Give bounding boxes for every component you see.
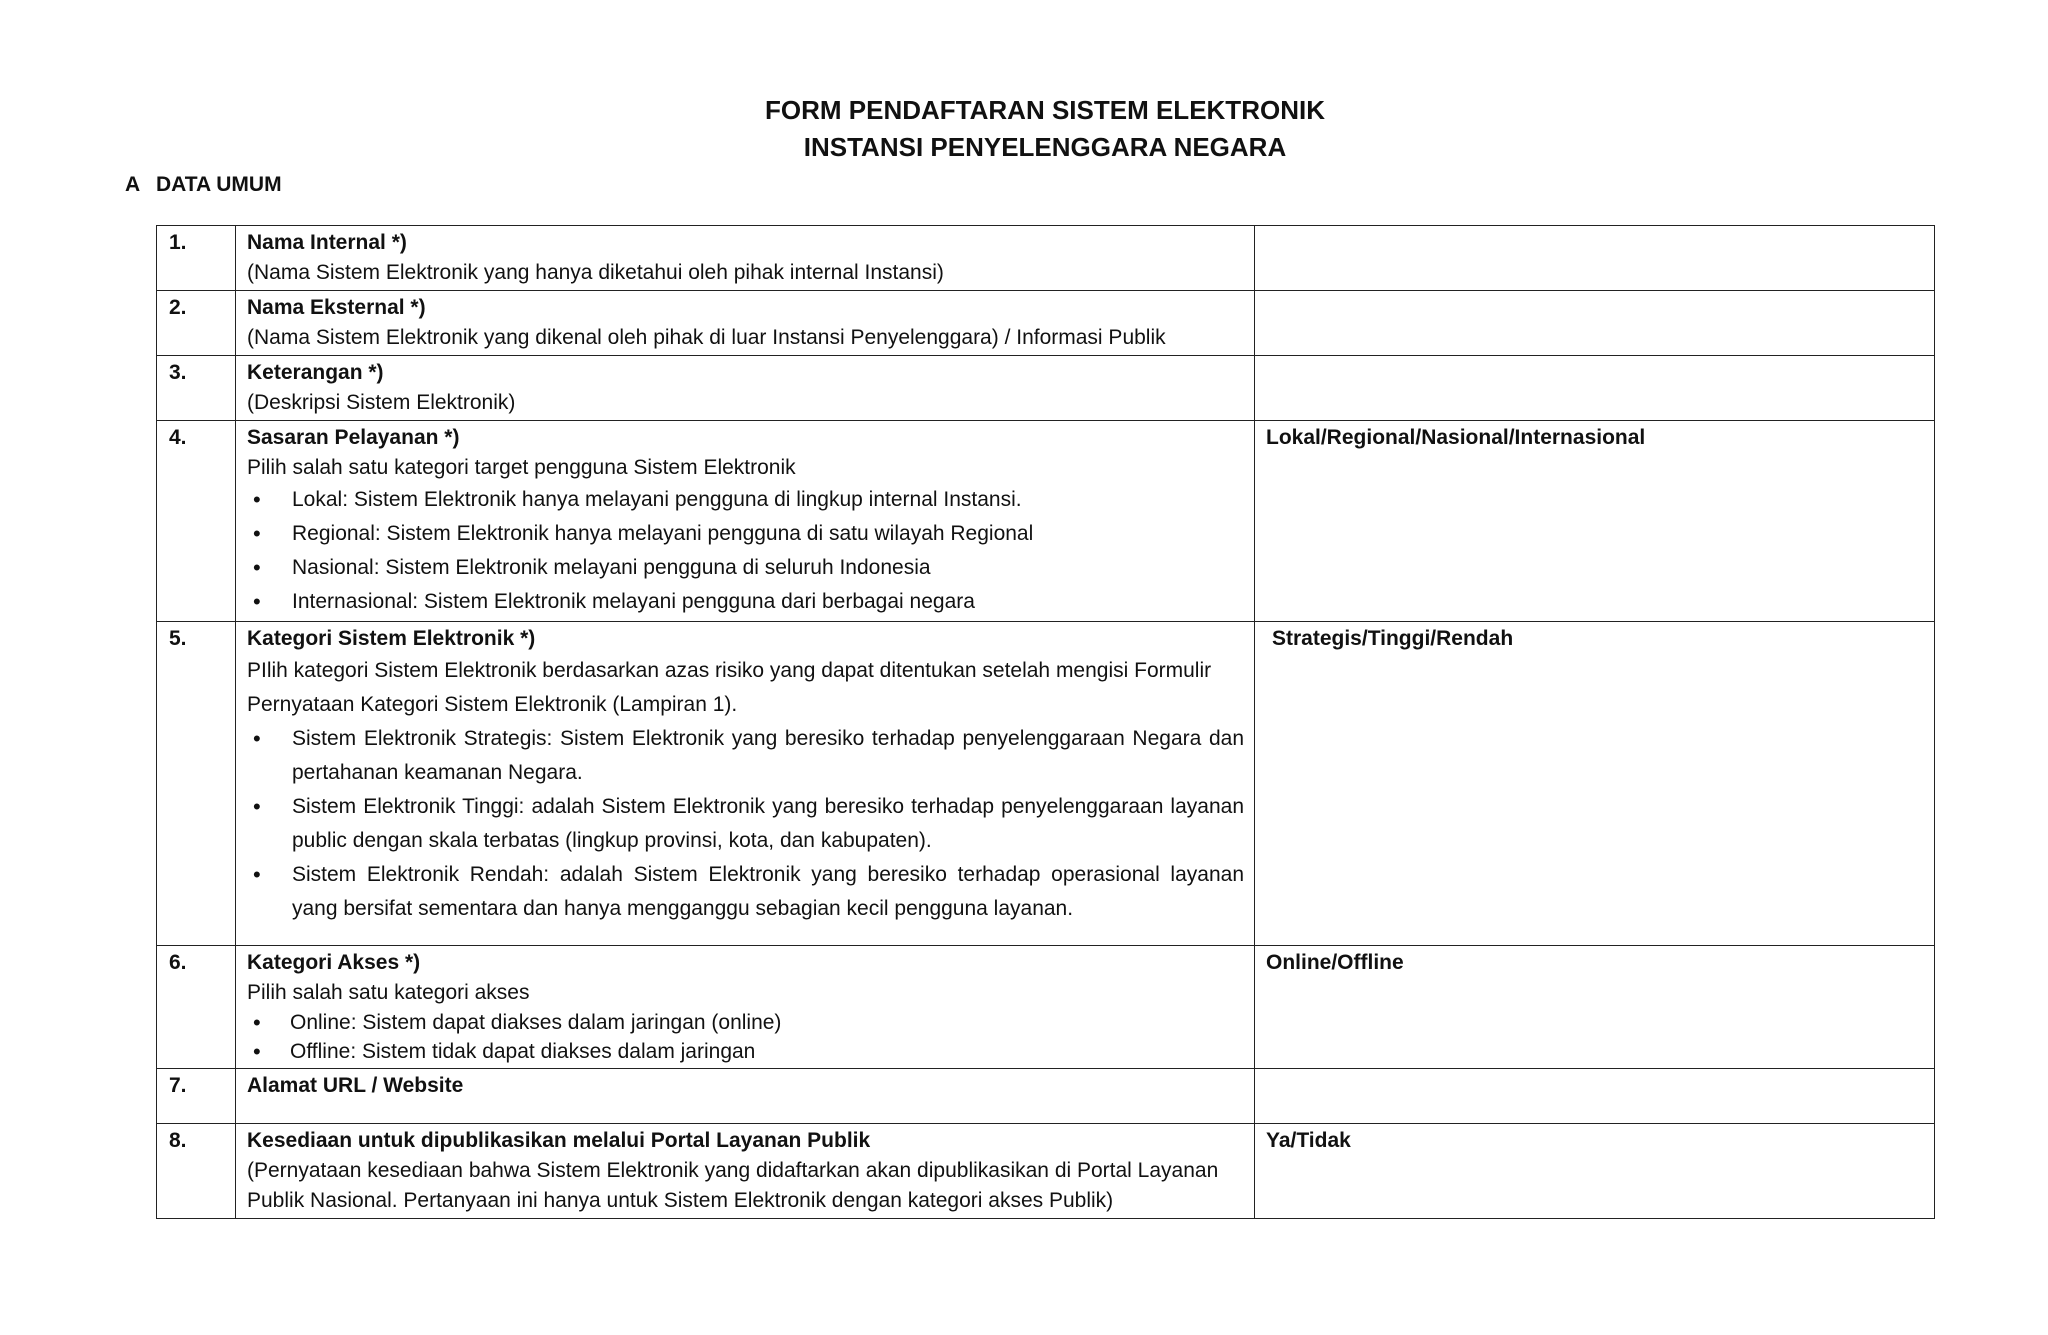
- field-title: Sasaran Pelayanan *): [247, 426, 460, 449]
- row-description: [236, 946, 1255, 1069]
- form-row-service-target: [157, 421, 1935, 622]
- row-description: [236, 421, 1255, 622]
- row-description: [236, 622, 1255, 946]
- field-hint: (Nama Sistem Elektronik yang dikenal oleh pihak di luar Instansi Penyelenggara) / Informasi Publik: [247, 326, 1166, 349]
- form-row-internal-name: [157, 226, 1935, 291]
- field-title: Kategori Akses *): [247, 951, 421, 974]
- document-title: [0, 92, 2048, 166]
- external-name-input[interactable]: [1255, 291, 1935, 356]
- form-row-publication-consent: [157, 1124, 1935, 1219]
- row-number: 4.: [157, 421, 236, 622]
- list-item: • Sistem Elektronik Tinggi: adalah Sistem Elektronik yang beresiko terhadap penyelenggaraan layanan public dengan skala terbatas (lingkup provinsi, kota, dan kabupaten).: [247, 790, 1244, 858]
- field-hint: (Deskripsi Sistem Elektronik): [247, 391, 516, 414]
- system-category-value[interactable]: Strategis/Tinggi/Rendah: [1255, 622, 1935, 946]
- row-number: 5.: [157, 622, 236, 946]
- option-list: [247, 483, 1244, 619]
- section-letter: A: [125, 173, 141, 196]
- registration-form-table: [156, 225, 1935, 1219]
- publication-consent-value[interactable]: Ya/Tidak: [1255, 1124, 1935, 1219]
- field-hint: PIlih kategori Sistem Elektronik berdasarkan azas risiko yang dapat ditentukan setelah mengisi Formulir Pernyataan Kategori Sistem Elektronik (Lampiran 1).: [247, 659, 1212, 716]
- form-row-external-name: [157, 291, 1935, 356]
- url-input[interactable]: [1255, 1069, 1935, 1124]
- form-row-url: [157, 1069, 1935, 1124]
- section-title: DATA UMUM: [156, 173, 282, 196]
- list-item: • Lokal: Sistem Elektronik hanya melayani pengguna di lingkup internal Instansi.: [247, 483, 1244, 517]
- field-title: Nama Internal *): [247, 231, 407, 254]
- row-number: 3.: [157, 356, 236, 421]
- field-hint: Pilih salah satu kategori target pengguna Sistem Elektronik: [247, 456, 796, 479]
- list-item: • Nasional: Sistem Elektronik melayani pengguna di seluruh Indonesia: [247, 551, 1244, 585]
- row-number: 2.: [157, 291, 236, 356]
- field-title: Keterangan *): [247, 361, 384, 384]
- access-category-value[interactable]: Online/Offline: [1255, 946, 1935, 1069]
- row-number: 8.: [157, 1124, 236, 1219]
- list-item: • Regional: Sistem Elektronik hanya melayani pengguna di satu wilayah Regional: [247, 517, 1244, 551]
- service-target-value[interactable]: Lokal/Regional/Nasional/Internasional: [1255, 421, 1935, 622]
- field-hint: Pilih salah satu kategori akses: [247, 981, 530, 1004]
- description-input[interactable]: [1255, 356, 1935, 421]
- row-description: [236, 291, 1255, 356]
- row-description: [236, 1124, 1255, 1219]
- row-number: 1.: [157, 226, 236, 291]
- list-item: • Sistem Elektronik Rendah: adalah Sistem Elektronik yang beresiko terhadap operasional layanan yang bersifat sementara dan hanya mengganggu sebagian kecil pengguna layanan.: [247, 858, 1244, 926]
- list-item: • Online: Sistem dapat diakses dalam jaringan (online): [247, 1008, 1244, 1037]
- form-row-system-category: [157, 622, 1935, 946]
- section-heading: [125, 170, 282, 200]
- field-title: Alamat URL / Website: [247, 1074, 464, 1097]
- list-item: • Internasional: Sistem Elektronik melayani pengguna dari berbagai negara: [247, 585, 1244, 619]
- row-number: 7.: [157, 1069, 236, 1124]
- field-hint: (Pernyataan kesediaan bahwa Sistem Elektronik yang didaftarkan akan dipublikasikan di Portal Layanan Publik Nasional. Pertanyaan ini hanya untuk Sistem Elektronik dengan kategori akses Publik): [247, 1159, 1219, 1212]
- row-description: [236, 1069, 1255, 1124]
- title-line-2: INSTANSI PENYELENGGARA NEGARA: [803, 132, 1287, 162]
- field-title: Nama Eksternal *): [247, 296, 426, 319]
- form-row-description: [157, 356, 1935, 421]
- list-item: • Sistem Elektronik Strategis: Sistem Elektronik yang beresiko terhadap penyelenggaraan Negara dan pertahanan keamanan Negara.: [247, 722, 1244, 790]
- field-hint: (Nama Sistem Elektronik yang hanya diketahui oleh pihak internal Instansi): [247, 261, 944, 284]
- row-description: [236, 356, 1255, 421]
- option-list: [247, 722, 1244, 926]
- form-row-access-category: [157, 946, 1935, 1069]
- list-item: • Offline: Sistem tidak dapat diakses dalam jaringan: [247, 1037, 1244, 1066]
- title-line-1: FORM PENDAFTARAN SISTEM ELEKTRONIK: [765, 95, 1325, 125]
- option-list: [247, 1008, 1244, 1066]
- row-description: [236, 226, 1255, 291]
- row-number: 6.: [157, 946, 236, 1069]
- field-title: Kategori Sistem Elektronik *): [247, 627, 536, 650]
- field-title: Kesediaan untuk dipublikasikan melalui Portal Layanan Publik: [247, 1129, 871, 1152]
- internal-name-input[interactable]: [1255, 226, 1935, 291]
